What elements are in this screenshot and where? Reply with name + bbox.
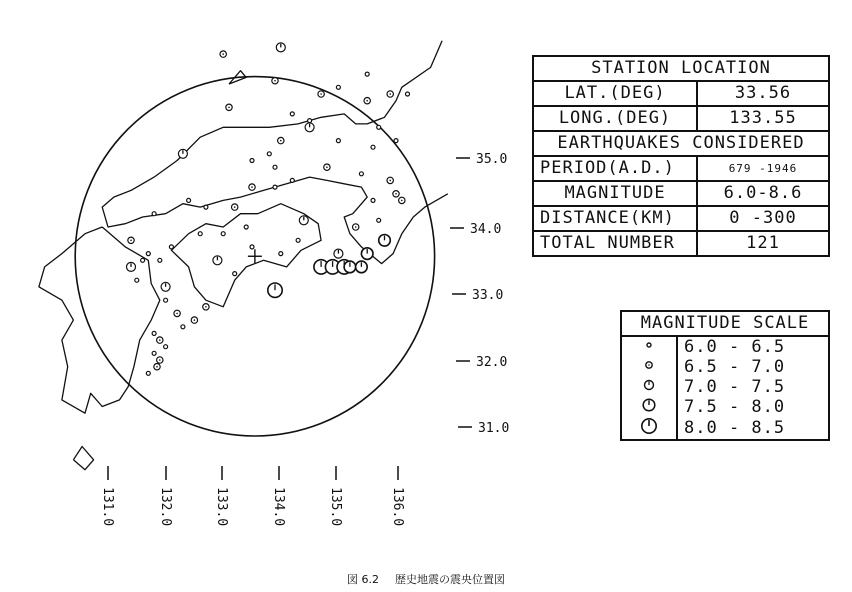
epicenter-marker	[299, 216, 308, 225]
legend-range: 6.0 - 6.5	[684, 336, 786, 357]
epicenter-marker	[393, 191, 399, 197]
lon-label-132: 132.0	[158, 487, 173, 527]
station-location-title: STATION LOCATION	[533, 56, 829, 81]
epicenter-marker	[353, 224, 359, 230]
epicenter-marker	[305, 123, 314, 132]
epicenter-marker	[359, 172, 363, 176]
period-label: PERIOD(A.D.)	[533, 156, 697, 181]
epicenter-marker	[249, 184, 255, 190]
coastline-segment	[39, 227, 160, 413]
distance-value: 0 -300	[697, 206, 829, 231]
epicenter-marker	[336, 139, 340, 143]
epicenter-marker	[279, 252, 283, 256]
legend-range: 6.5 - 7.0	[684, 356, 786, 377]
epicenter-marker	[361, 248, 373, 260]
epicenter-marker	[164, 345, 168, 349]
coastline-segment	[171, 204, 321, 307]
legend-symbol-6.5	[621, 357, 677, 377]
legend-symbol-7.5	[621, 397, 677, 417]
epicenter-marker	[213, 256, 222, 265]
epicenter-marker	[127, 262, 136, 271]
lon-label-133: 133.0	[214, 487, 229, 527]
epicenter-marker	[191, 317, 197, 323]
epicenter-marker	[174, 310, 180, 316]
magnitude-scale-legend	[620, 310, 830, 441]
epicenter-marker	[268, 283, 282, 297]
epicenter-marker	[181, 325, 185, 329]
lon-label-134: 134.0	[271, 487, 286, 527]
lat-label-34: 34.0	[470, 222, 502, 237]
epicenter-marker	[233, 272, 237, 276]
epicenter-marker	[377, 125, 381, 129]
epicenter-marker	[203, 304, 209, 310]
epicenter-marker	[394, 139, 398, 143]
legend-symbol-7.0	[621, 377, 677, 397]
epicenter-marker	[244, 225, 248, 229]
epicenter-marker	[377, 218, 381, 222]
epicenter-marker	[187, 198, 191, 202]
epicenter-marker	[379, 235, 391, 247]
station-info-table	[532, 55, 830, 257]
figure-title: 歴史地震の震央位置図	[395, 573, 505, 586]
legend-range: 8.0 - 8.5	[684, 417, 786, 438]
epicenter-marker	[164, 298, 168, 302]
epicenter-marker	[273, 165, 277, 169]
epicenter-marker	[324, 164, 330, 170]
coastlines	[39, 41, 448, 470]
epicenter-marker	[250, 159, 254, 163]
epicenter-marker	[146, 371, 150, 375]
epicenter-marker	[135, 278, 139, 282]
epicenter-marker	[178, 149, 187, 158]
epicenter-marker	[276, 43, 285, 52]
epicenter-marker	[364, 98, 370, 104]
epicenter-marker	[146, 252, 150, 256]
epicenter-marker	[290, 112, 294, 116]
epicenter-marker	[272, 78, 278, 84]
epicenter-marker	[318, 91, 324, 97]
legend-range: 7.0 - 7.5	[684, 376, 786, 397]
epicenter-marker	[387, 91, 393, 97]
epicenter-marker	[169, 245, 173, 249]
lon-label-135: 135.0	[328, 487, 343, 527]
epicenter-marker	[356, 261, 368, 273]
figure-number: 図 6.2	[347, 573, 379, 586]
legend-range: 7.5 - 8.0	[684, 396, 786, 417]
epicenter-marker	[128, 237, 134, 243]
lon-label-131: 131.0	[100, 487, 115, 527]
epicenter-marker	[157, 337, 163, 343]
latitude-labels	[450, 152, 509, 436]
epicenter-marker	[157, 357, 163, 363]
long-label: LONG.(DEG)	[533, 106, 697, 131]
legend-symbol-6.0	[621, 336, 677, 357]
figure-caption	[0, 571, 852, 587]
epicenter-marker	[278, 137, 284, 143]
epicenter-marker	[152, 212, 156, 216]
epicenter-marker	[152, 331, 156, 335]
epicenter-marker	[158, 258, 162, 262]
epicenter-marker	[344, 261, 356, 273]
legend-symbol-8.0	[621, 417, 677, 440]
epicenter-marker	[399, 197, 405, 203]
epicenter-marker	[250, 245, 254, 249]
period-value: 679 -1946	[697, 156, 829, 181]
epicenter-marker	[198, 232, 202, 236]
lat-label: LAT.(DEG)	[533, 81, 697, 106]
epicenter-marker	[141, 258, 145, 262]
epicenter-marker	[221, 232, 225, 236]
epicenter-marker	[273, 185, 277, 189]
epicenter-marker	[387, 177, 393, 183]
magnitude-scale-title: MAGNITUDE SCALE	[621, 311, 829, 336]
total-number-value: 121	[697, 231, 829, 256]
earthquakes-considered-title: EARTHQUAKES CONSIDERED	[533, 131, 829, 156]
epicenter-marker	[371, 145, 375, 149]
distance-label: DISTANCE(KM)	[533, 206, 697, 231]
epicenter-marker	[296, 238, 300, 242]
epicenter-marker	[334, 249, 343, 258]
coastline-segment	[73, 447, 93, 470]
epicenter-marker	[267, 152, 271, 156]
epicenter-marker	[371, 198, 375, 202]
epicenter-marker	[336, 85, 340, 89]
epicenter-marker	[226, 104, 232, 110]
lat-label-31: 31.0	[478, 421, 510, 436]
epicenter-marker	[290, 178, 294, 182]
epicenter-marker	[232, 204, 238, 210]
epicenter-marker	[406, 92, 410, 96]
epicenter-marker	[152, 351, 156, 355]
lat-label-33: 33.0	[472, 288, 504, 303]
epicenter-marker	[204, 205, 208, 209]
epicenter-marker	[220, 51, 226, 57]
epicenter-marker	[161, 282, 170, 291]
magnitude-label: MAGNITUDE	[533, 181, 697, 206]
lat-value: 33.56	[697, 81, 829, 106]
epicenter-marker	[154, 364, 160, 370]
lat-label-32: 32.0	[476, 355, 508, 370]
long-value: 133.55	[697, 106, 829, 131]
epicenter-marker	[365, 72, 369, 76]
lat-label-35: 35.0	[476, 152, 508, 167]
total-number-label: TOTAL NUMBER	[533, 231, 697, 256]
magnitude-value: 6.0-8.6	[697, 181, 829, 206]
longitude-labels	[100, 466, 405, 526]
lon-label-136: 136.0	[390, 487, 405, 527]
epicenter-marker	[308, 119, 312, 123]
coastline-segment	[102, 41, 442, 227]
